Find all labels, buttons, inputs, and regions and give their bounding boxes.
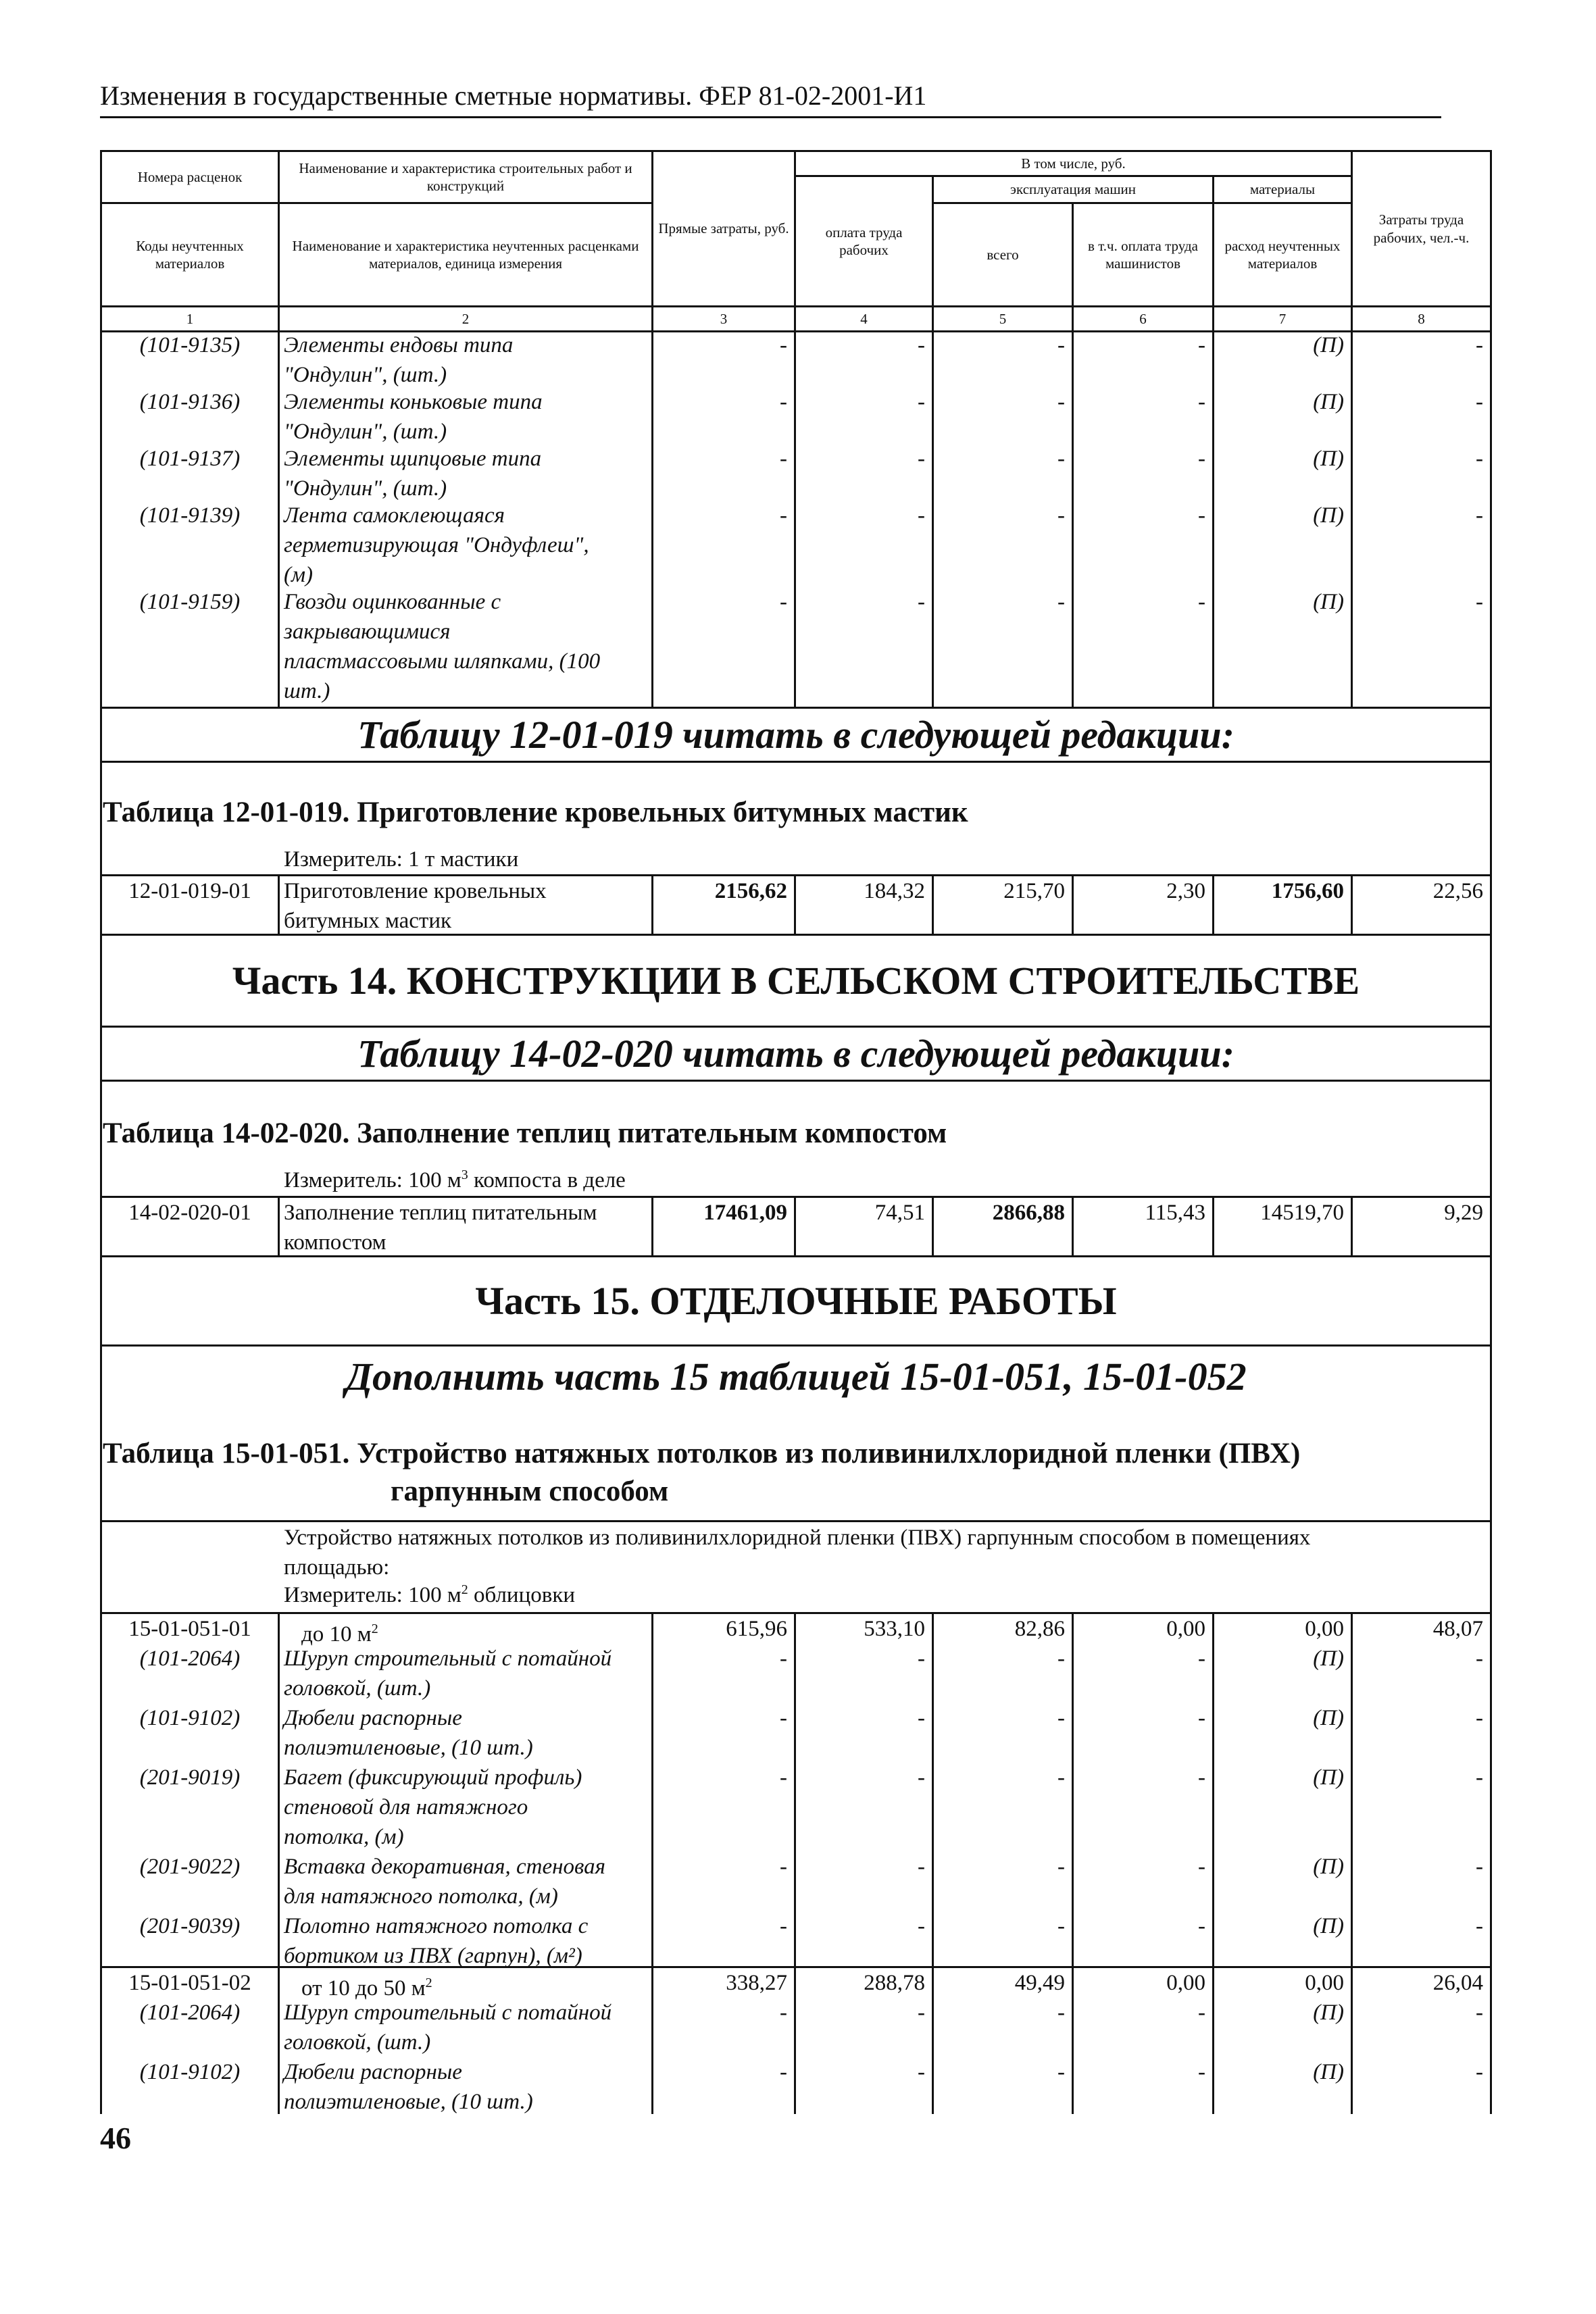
row-divider	[100, 1344, 1492, 1347]
header-name-bottom: Наименование и характеристика неучтенных расценками материалов, единица измерения	[278, 202, 653, 307]
part-15-title: Часть 15. ОТДЕЛОЧНЫЕ РАБОТЫ	[475, 1279, 1117, 1323]
value-workers: -	[1476, 1706, 1483, 1730]
value-direct-costs: -	[780, 1914, 787, 1938]
value-workers: 22,56	[1432, 879, 1483, 903]
value-machinists: -	[1198, 2060, 1205, 2084]
value-machinists: -	[1198, 503, 1205, 528]
row-name-line: Заполнение теплиц питательным	[284, 1201, 597, 1225]
row-name-line: компостом	[284, 1230, 386, 1255]
material-code: (101-9102)	[139, 1706, 241, 1730]
header-including: В том числе, руб.	[794, 150, 1353, 177]
value-labor: -	[918, 1855, 925, 1879]
material-name-line: Элементы коньковые типа	[284, 390, 543, 414]
row-name-text: до 10 м	[301, 1622, 372, 1646]
col-num-3: 3	[651, 305, 796, 332]
row-name-line: битумных мастик	[284, 909, 452, 933]
value-machinists: -	[1198, 333, 1205, 357]
value-machines: -	[1057, 1765, 1065, 1790]
row-divider	[100, 761, 1492, 763]
col-num-6: 6	[1072, 305, 1214, 332]
col-num-8: 8	[1351, 305, 1492, 332]
material-name-line: Элементы щипцовые типа	[284, 447, 542, 471]
material-code: (101-9139)	[139, 503, 241, 528]
value-workers: -	[1476, 2001, 1483, 2025]
material-name-line: герметизирующая "Ондуфлеш",	[284, 533, 589, 557]
header-code-top: Номера расценок	[100, 150, 280, 204]
value-workers: 48,07	[1432, 1617, 1483, 1641]
value-materials: (П)	[1313, 390, 1344, 414]
row-code: 15-01-051-01	[128, 1617, 251, 1641]
value-materials: (П)	[1313, 1646, 1344, 1671]
material-code: (101-9102)	[139, 2060, 241, 2084]
value-machines: -	[1057, 2001, 1065, 2025]
col-num-2: 2	[278, 305, 653, 332]
value-direct-costs: -	[780, 1855, 787, 1879]
material-name-line: для натяжного потолка, (м)	[284, 1884, 558, 1909]
row-divider	[100, 1520, 1492, 1522]
value-workers: -	[1476, 1765, 1483, 1790]
material-name-line: Багет (фиксирующий профиль)	[284, 1765, 582, 1790]
col-divider	[932, 874, 934, 934]
material-name-line: пластмассовыми шляпками, (100	[284, 649, 601, 674]
value-workers: -	[1476, 503, 1483, 528]
value-materials: 0,00	[1305, 1617, 1344, 1641]
material-name-line: полиэтиленовые, (10 шт.)	[284, 2090, 533, 2114]
col-divider	[932, 1196, 934, 1255]
value-machinists: -	[1198, 447, 1205, 471]
value-machinists: -	[1198, 1646, 1205, 1671]
value-machines: -	[1057, 503, 1065, 528]
material-name-line: "Ондулин", (шт.)	[284, 363, 447, 387]
material-name-line: Шуруп строительный с потайной	[284, 1646, 612, 1671]
value-direct-costs: -	[780, 1646, 787, 1671]
material-name-line: потолка, (м)	[284, 1825, 404, 1849]
material-name-line: шт.)	[284, 679, 330, 703]
value-machines: 215,70	[1003, 879, 1065, 903]
value-workers: -	[1476, 2060, 1483, 2084]
value-labor: 184,32	[864, 879, 925, 903]
material-name-line: полиэтиленовые, (10 шт.)	[284, 1736, 533, 1760]
banner-table-14-02-020: Таблицу 14-02-020 читать в следующей редакции:	[357, 1032, 1235, 1076]
value-workers: -	[1476, 1914, 1483, 1938]
value-labor: -	[918, 447, 925, 471]
header-machines-total: всего	[932, 202, 1074, 307]
value-machines: 82,86	[1014, 1617, 1065, 1641]
meter-text: компоста в деле	[468, 1168, 626, 1192]
value-materials: (П)	[1313, 2001, 1344, 2025]
material-code: (101-9136)	[139, 390, 241, 414]
col-divider	[1351, 874, 1353, 934]
value-machines: -	[1057, 390, 1065, 414]
row-divider	[100, 1026, 1492, 1028]
meter-text: Измеритель: 100 м	[284, 1168, 462, 1192]
meter-15-01-051	[284, 1582, 575, 1608]
value-direct-costs: -	[780, 2060, 787, 2084]
material-name-line: Полотно натяжного потолка с	[284, 1914, 589, 1938]
part-14-title: Часть 14. КОНСТРУКЦИИ В СЕЛЬСКОМ СТРОИТЕЛЬСТВЕ	[232, 959, 1360, 1003]
table-title-15-01-051: Таблица 15-01-051. Устройство натяжных потолков из поливинилхлоридной пленки (ПВХ)	[103, 1438, 1301, 1469]
material-code: (101-9159)	[139, 590, 241, 614]
value-direct-costs: 17461,09	[703, 1201, 787, 1225]
unit-power: 2	[425, 1976, 432, 1990]
value-materials: (П)	[1313, 333, 1344, 357]
banner-table-12-01-019: Таблицу 12-01-019 читать в следующей редакции:	[357, 713, 1235, 757]
meter-unit-power: 2	[461, 1582, 468, 1597]
col-divider	[1212, 1196, 1214, 1255]
material-name-line: Шуруп строительный с потайной	[284, 2001, 612, 2025]
value-machinists: -	[1198, 1706, 1205, 1730]
value-workers: -	[1476, 1646, 1483, 1671]
row-divider	[100, 707, 1492, 709]
value-labor: -	[918, 1914, 925, 1938]
value-labor: -	[918, 333, 925, 357]
col-divider	[1351, 1196, 1353, 1255]
value-labor: -	[918, 1646, 925, 1671]
value-workers: 26,04	[1432, 1971, 1483, 1995]
value-direct-costs: -	[780, 1765, 787, 1790]
row-code: 15-01-051-02	[128, 1971, 251, 1995]
value-materials: (П)	[1313, 1855, 1344, 1879]
value-direct-costs: -	[780, 390, 787, 414]
col-divider	[1072, 1196, 1074, 1255]
row-divider	[100, 1255, 1492, 1257]
header-name-top: Наименование и характеристика строительных работ и конструкций	[278, 150, 653, 204]
material-name-line: Дюбели распорные	[284, 1706, 462, 1730]
value-materials: 1756,60	[1271, 879, 1344, 903]
material-code: (101-9137)	[139, 447, 241, 471]
value-machinists: -	[1198, 2001, 1205, 2025]
value-machines: -	[1057, 333, 1065, 357]
value-workers: -	[1476, 1855, 1483, 1879]
value-direct-costs: 2156,62	[714, 879, 787, 903]
table-title-14-02-020: Таблица 14-02-020. Заполнение теплиц питательным компостом	[103, 1117, 947, 1149]
material-code: (101-2064)	[139, 2001, 241, 2025]
value-workers: -	[1476, 390, 1483, 414]
value-materials: (П)	[1313, 1914, 1344, 1938]
row-code: 12-01-019-01	[128, 879, 251, 903]
material-code: (201-9019)	[139, 1765, 241, 1790]
value-machinists: -	[1198, 390, 1205, 414]
material-name-line: Дюбели распорные	[284, 2060, 462, 2084]
value-materials: (П)	[1313, 447, 1344, 471]
running-head: Изменения в государственные сметные нормативы. ФЕР 81-02-2001-И1	[100, 80, 927, 111]
col-num-4: 4	[794, 305, 934, 332]
value-materials: (П)	[1313, 1765, 1344, 1790]
value-direct-costs: -	[780, 2001, 787, 2025]
col-divider	[651, 874, 653, 934]
value-machinists: 115,43	[1145, 1201, 1205, 1225]
material-name-line: Вставка декоративная, стеновая	[284, 1855, 605, 1879]
header-direct-costs: Прямые затраты, руб.	[651, 150, 796, 307]
value-machines: -	[1057, 1706, 1065, 1730]
value-labor: 288,78	[864, 1971, 925, 1995]
col-divider	[794, 874, 796, 934]
value-labor: -	[918, 2060, 925, 2084]
material-name-line: закрывающимися	[284, 620, 451, 644]
value-workers: -	[1476, 590, 1483, 614]
value-labor: -	[918, 390, 925, 414]
col-divider	[651, 1196, 653, 1255]
table-right-border	[1490, 330, 1492, 2114]
material-code: (101-9135)	[139, 333, 241, 357]
material-name-line: головкой, (шт.)	[284, 2030, 431, 2055]
row-name-text: от 10 до 50 м	[301, 1976, 426, 2001]
material-code: (101-2064)	[139, 1646, 241, 1671]
value-machines: -	[1057, 2060, 1065, 2084]
value-workers: -	[1476, 333, 1483, 357]
col-num-5: 5	[932, 305, 1074, 332]
material-name-line: бортиком из ПВХ (гарпун), (м²)	[284, 1944, 582, 1968]
value-machinists: -	[1198, 1765, 1205, 1790]
material-code: (201-9039)	[139, 1914, 241, 1938]
value-direct-costs: -	[780, 333, 787, 357]
col-num-1: 1	[100, 305, 280, 332]
col-num-7: 7	[1212, 305, 1353, 332]
value-labor: -	[918, 1706, 925, 1730]
value-machinists: 0,00	[1166, 1971, 1205, 1995]
material-name-line: "Ондулин", (шт.)	[284, 420, 447, 444]
material-name-line: головкой, (шт.)	[284, 1676, 431, 1701]
value-labor: -	[918, 503, 925, 528]
col-divider	[1072, 874, 1074, 934]
table-description-cont: площадью:	[284, 1555, 390, 1580]
header-materials-use: расход неучтенных материалов	[1212, 202, 1353, 307]
value-labor: 533,10	[864, 1617, 925, 1641]
row-divider	[100, 1080, 1492, 1082]
col-divider	[278, 1196, 280, 1255]
meter-14-02-020	[284, 1167, 626, 1193]
material-name-line: Лента самоклеющаяся	[284, 503, 505, 528]
header-workers-labor: Затраты труда рабочих, чел.-ч.	[1351, 150, 1492, 307]
value-labor: -	[918, 590, 925, 614]
value-machines: -	[1057, 590, 1065, 614]
table-description: Устройство натяжных потолков из поливинилхлоридной пленки (ПВХ) гарпунным способом в помещениях	[284, 1526, 1311, 1550]
material-name-line: (м)	[284, 563, 314, 587]
value-machines: -	[1057, 1646, 1065, 1671]
material-name-line: "Ондулин", (шт.)	[284, 476, 447, 501]
value-materials: 14519,70	[1260, 1201, 1344, 1225]
value-machinists: -	[1198, 1914, 1205, 1938]
banner-part-15: Дополнить часть 15 таблицей 15-01-051, 15-01-052	[345, 1355, 1247, 1399]
value-machines: -	[1057, 1855, 1065, 1879]
value-direct-costs: 615,96	[726, 1617, 787, 1641]
value-machines: 49,49	[1014, 1971, 1065, 1995]
meter-12-01-019: Измеритель: 1 т мастики	[284, 847, 519, 872]
running-head-rule	[100, 116, 1441, 118]
value-machinists: 0,00	[1166, 1617, 1205, 1641]
material-name-line: стеновой для натяжного	[284, 1795, 528, 1819]
value-machines: -	[1057, 1914, 1065, 1938]
material-name-line: Элементы ендовы типа	[284, 333, 514, 357]
meter-text: облицовки	[468, 1583, 576, 1607]
value-machinists: -	[1198, 590, 1205, 614]
value-direct-costs: -	[780, 590, 787, 614]
value-machines: -	[1057, 447, 1065, 471]
value-materials: (П)	[1313, 2060, 1344, 2084]
row-name-line: Приготовление кровельных	[284, 879, 547, 903]
table-title-15-01-051-cont: гарпунным способом	[391, 1476, 669, 1507]
row-divider	[100, 934, 1492, 936]
value-direct-costs: -	[780, 447, 787, 471]
value-direct-costs: -	[780, 1706, 787, 1730]
material-name-line: Гвозди оцинкованные с	[284, 590, 501, 614]
value-machinists: -	[1198, 1855, 1205, 1879]
row-code: 14-02-020-01	[128, 1201, 251, 1225]
value-workers: -	[1476, 447, 1483, 471]
header-machines: эксплуатация машин	[932, 175, 1214, 204]
unit-power: 2	[371, 1621, 378, 1636]
meter-unit-power: 3	[461, 1167, 468, 1182]
value-materials: (П)	[1313, 503, 1344, 528]
col-divider	[1212, 874, 1214, 934]
table-title-12-01-019: Таблица 12-01-019. Приготовление кровельных битумных мастик	[103, 797, 968, 828]
value-materials: (П)	[1313, 1706, 1344, 1730]
header-code-bottom: Коды неучтенных материалов	[100, 202, 280, 307]
header-materials: материалы	[1212, 175, 1353, 204]
page-number: 46	[100, 2121, 131, 2155]
col-divider	[794, 1196, 796, 1255]
col-divider	[278, 874, 280, 934]
value-machines: 2866,88	[992, 1201, 1065, 1225]
value-direct-costs: 338,27	[726, 1971, 787, 1995]
value-labor: -	[918, 1765, 925, 1790]
value-workers: 9,29	[1444, 1201, 1483, 1225]
meter-text: Измеритель: 100 м	[284, 1583, 462, 1607]
value-materials: (П)	[1313, 590, 1344, 614]
material-code: (201-9022)	[139, 1855, 241, 1879]
value-materials: 0,00	[1305, 1971, 1344, 1995]
value-labor: -	[918, 2001, 925, 2025]
header-labor: оплата труда рабочих	[794, 175, 934, 307]
value-machinists: 2,30	[1166, 879, 1205, 903]
header-machinists-labor: в т.ч. оплата труда машинистов	[1072, 202, 1214, 307]
value-labor: 74,51	[874, 1201, 925, 1225]
value-direct-costs: -	[780, 503, 787, 528]
